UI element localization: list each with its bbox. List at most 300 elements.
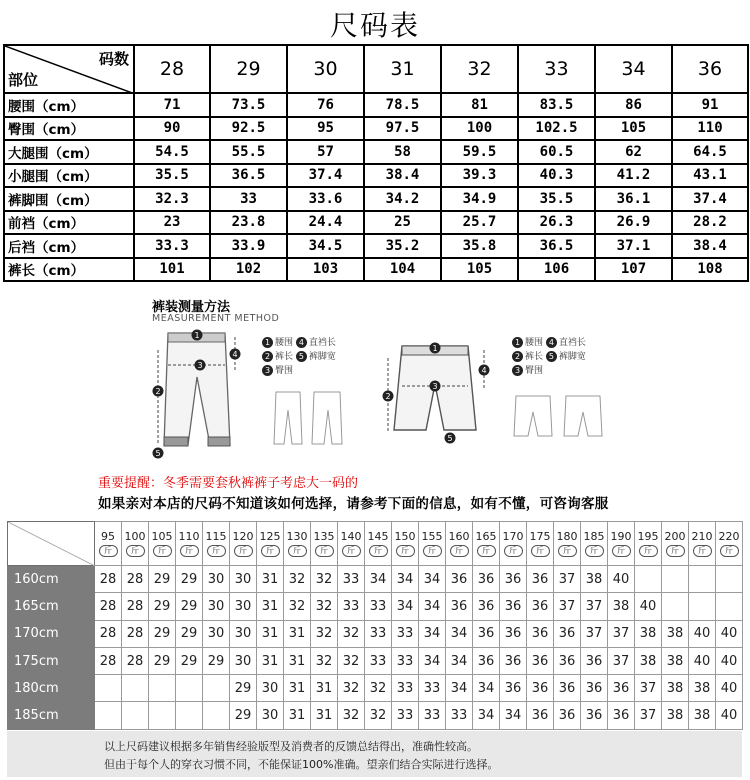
size-cell: 33.6 — [287, 187, 364, 211]
ref-corner-bottom: 身高 — [13, 546, 40, 561]
ref-cell: 33 — [392, 702, 419, 729]
ref-cell: 30 — [257, 702, 284, 729]
size-col-7: 36 — [672, 45, 748, 93]
size-cell: 59.5 — [441, 140, 518, 164]
weight-unit: 斤 — [666, 545, 685, 557]
ref-cell: 36 — [527, 675, 554, 702]
weight-value: 95 — [101, 530, 115, 543]
ref-cell — [176, 702, 203, 729]
ref-cell: 30 — [203, 593, 230, 620]
ref-cell: 34 — [446, 675, 473, 702]
weight-unit: 斤 — [720, 545, 739, 557]
ref-cell: 34 — [365, 566, 392, 593]
ref-cell: 28 — [95, 593, 122, 620]
ref-cell: 36 — [500, 593, 527, 620]
size-cell: 91 — [672, 93, 748, 117]
weight-unit: 斤 — [612, 545, 631, 557]
ref-height-label: 175cm — [8, 647, 95, 674]
size-header-row — [4, 45, 748, 93]
weight-unit: 斤 — [504, 545, 523, 557]
ref-cell: 40 — [716, 647, 743, 674]
ref-cell: 34 — [473, 702, 500, 729]
size-cell: 37.4 — [672, 187, 748, 211]
ref-cell: 38 — [635, 647, 662, 674]
winter-warning: 重要提醒：冬季需要套秋裤裤子考虑大一码的 — [98, 476, 359, 491]
weight-col-14 — [473, 522, 500, 566]
ref-cell: 34 — [392, 593, 419, 620]
ref-cell: 36 — [500, 620, 527, 647]
weight-col-22 — [689, 522, 716, 566]
size-cell: 35.5 — [518, 187, 595, 211]
ref-cell: 36 — [608, 702, 635, 729]
ref-cell: 33 — [392, 647, 419, 674]
ref-row — [8, 647, 743, 674]
size-row-label: 裤长（cm） — [4, 258, 134, 282]
size-cell: 102 — [210, 258, 287, 282]
ref-cell: 32 — [284, 593, 311, 620]
weight-value: 160 — [448, 530, 470, 543]
size-cell: 60.5 — [518, 140, 595, 164]
ref-cell: 36 — [527, 702, 554, 729]
ref-cell: 29 — [230, 702, 257, 729]
measure-title: 裤装测量方法 — [152, 300, 231, 315]
ref-cell: 36 — [554, 675, 581, 702]
ref-cell: 33 — [419, 702, 446, 729]
shorts-badge-4: 4 — [481, 366, 487, 375]
size-cell: 23.8 — [210, 211, 287, 235]
weight-col-13 — [446, 522, 473, 566]
size-cell: 25 — [364, 211, 441, 235]
weight-col-4 — [203, 522, 230, 566]
ref-corner-top: 体重 — [61, 526, 88, 541]
ref-height-label: 160cm — [8, 566, 95, 593]
size-col-5: 33 — [518, 45, 595, 93]
ref-cell: 34 — [419, 593, 446, 620]
weight-unit: 斤 — [450, 545, 469, 557]
ref-cell: 30 — [230, 620, 257, 647]
size-cell: 64.5 — [672, 140, 748, 164]
size-cell: 86 — [595, 93, 672, 117]
size-cell: 97.5 — [364, 117, 441, 141]
weight-unit: 斤 — [207, 545, 226, 557]
size-cell: 36.5 — [210, 164, 287, 188]
ref-cell: 29 — [149, 593, 176, 620]
ref-cell: 28 — [122, 593, 149, 620]
weight-value: 195 — [637, 530, 659, 543]
ref-cell: 34 — [500, 702, 527, 729]
size-row — [4, 187, 748, 211]
weight-value: 220 — [718, 530, 740, 543]
ref-cell: 36 — [527, 593, 554, 620]
size-cell: 92.5 — [210, 117, 287, 141]
ref-cell: 36 — [446, 566, 473, 593]
size-cell: 34.9 — [441, 187, 518, 211]
ref-cell: 29 — [149, 566, 176, 593]
ref-cell: 37 — [635, 702, 662, 729]
ref-cell: 40 — [716, 620, 743, 647]
size-row-label: 裤脚围（cm） — [4, 187, 134, 211]
ref-cell: 40 — [716, 702, 743, 729]
ref-cell: 38 — [581, 566, 608, 593]
size-cell: 37.1 — [595, 234, 672, 258]
size-col-3: 31 — [364, 45, 441, 93]
ref-cell: 29 — [149, 647, 176, 674]
weight-unit: 斤 — [126, 545, 145, 557]
shorts-sketch — [512, 392, 607, 447]
ref-cell: 32 — [338, 620, 365, 647]
ref-cell: 37 — [635, 675, 662, 702]
ref-cell: 34 — [446, 647, 473, 674]
ref-cell — [716, 566, 743, 593]
weight-col-19 — [608, 522, 635, 566]
weight-value: 125 — [259, 530, 281, 543]
ref-cell: 37 — [608, 620, 635, 647]
size-col-0: 28 — [134, 45, 210, 93]
ref-cell: 32 — [311, 566, 338, 593]
ref-cell — [716, 593, 743, 620]
size-row — [4, 140, 748, 164]
height-weight-table — [7, 521, 743, 730]
ref-cell: 38 — [689, 702, 716, 729]
ref-cell: 29 — [176, 620, 203, 647]
ref-height-label: 170cm — [8, 620, 95, 647]
shorts-badge-2: 2 — [385, 392, 391, 401]
weight-value: 135 — [313, 530, 335, 543]
size-row — [4, 211, 748, 235]
ref-cell: 30 — [230, 647, 257, 674]
ref-cell: 33 — [365, 647, 392, 674]
size-cell: 37.4 — [287, 164, 364, 188]
ref-cell: 37 — [554, 566, 581, 593]
weight-col-10 — [365, 522, 392, 566]
ref-cell: 36 — [581, 702, 608, 729]
ref-cell — [122, 702, 149, 729]
size-row — [4, 164, 748, 188]
weight-unit: 斤 — [261, 545, 280, 557]
size-cell: 73.5 — [210, 93, 287, 117]
ref-cell: 37 — [608, 647, 635, 674]
size-corner-bottom: 部位 — [8, 71, 39, 89]
ref-cell — [95, 675, 122, 702]
ref-height-label: 165cm — [8, 593, 95, 620]
weight-col-11 — [392, 522, 419, 566]
ref-cell: 29 — [203, 647, 230, 674]
ref-cell: 31 — [284, 675, 311, 702]
ref-cell: 28 — [95, 566, 122, 593]
weight-col-17 — [554, 522, 581, 566]
ref-cell: 28 — [95, 647, 122, 674]
ref-cell: 31 — [257, 620, 284, 647]
ref-cell: 34 — [392, 566, 419, 593]
ref-cell: 33 — [419, 675, 446, 702]
ref-cell: 34 — [419, 620, 446, 647]
weight-value: 170 — [502, 530, 524, 543]
ref-cell: 31 — [257, 566, 284, 593]
ref-cell: 36 — [527, 620, 554, 647]
size-col-1: 29 — [210, 45, 287, 93]
ref-cell: 31 — [284, 647, 311, 674]
weight-col-0 — [95, 522, 122, 566]
ref-cell: 38 — [662, 647, 689, 674]
badge-2-label: 2 — [155, 387, 161, 396]
weight-value: 175 — [529, 530, 551, 543]
ref-cell: 40 — [608, 566, 635, 593]
ref-cell: 29 — [176, 593, 203, 620]
weight-unit: 斤 — [369, 545, 388, 557]
ref-cell: 34 — [473, 675, 500, 702]
size-cell: 33.9 — [210, 234, 287, 258]
size-cell: 76 — [287, 93, 364, 117]
ref-cell: 32 — [311, 620, 338, 647]
size-cell: 23 — [134, 211, 210, 235]
size-row-label: 大腿围（cm） — [4, 140, 134, 164]
ref-cell — [149, 675, 176, 702]
long-pants-illustration — [150, 325, 260, 470]
weight-value: 185 — [583, 530, 605, 543]
ref-cell: 40 — [689, 647, 716, 674]
weight-col-7 — [284, 522, 311, 566]
ref-cell: 36 — [527, 566, 554, 593]
size-cell: 43.1 — [672, 164, 748, 188]
weight-unit: 斤 — [477, 545, 496, 557]
ref-row — [8, 702, 743, 729]
weight-value: 130 — [286, 530, 308, 543]
ref-cell — [662, 593, 689, 620]
ref-cell — [689, 593, 716, 620]
weight-unit: 斤 — [153, 545, 172, 557]
ref-cell: 32 — [311, 647, 338, 674]
weight-value: 180 — [556, 530, 578, 543]
size-advice: 如果亲对本店的尺码不知道该如何选择，请参考下面的信息，如有不懂，可咨询客服 — [98, 496, 609, 512]
size-cell: 107 — [595, 258, 672, 282]
ref-cell: 32 — [365, 702, 392, 729]
ref-cell: 32 — [284, 566, 311, 593]
size-cell: 36.1 — [595, 187, 672, 211]
ref-cell: 33 — [365, 593, 392, 620]
ref-cell: 31 — [257, 647, 284, 674]
size-row — [4, 117, 748, 141]
weight-unit: 斤 — [315, 545, 334, 557]
legend-right: 1 腰围 4 直裆长 2 裤长 5 裤脚宽 3 臀围 — [512, 336, 586, 378]
ref-cell: 33 — [446, 702, 473, 729]
size-cell: 100 — [441, 117, 518, 141]
size-row — [4, 234, 748, 258]
ref-cell: 29 — [149, 620, 176, 647]
ref-cell: 33 — [338, 566, 365, 593]
size-cell: 104 — [364, 258, 441, 282]
weight-unit: 斤 — [585, 545, 604, 557]
size-cell: 41.2 — [595, 164, 672, 188]
weight-value: 105 — [151, 530, 173, 543]
size-cell: 26.3 — [518, 211, 595, 235]
weight-unit: 斤 — [531, 545, 550, 557]
ref-cell: 40 — [635, 593, 662, 620]
weight-col-9 — [338, 522, 365, 566]
ref-cell: 36 — [527, 647, 554, 674]
ref-height-label: 185cm — [8, 702, 95, 729]
shorts-badge-5: 5 — [447, 434, 453, 443]
size-cell: 83.5 — [518, 93, 595, 117]
weight-value: 110 — [178, 530, 200, 543]
size-cell: 28.2 — [672, 211, 748, 235]
size-cell: 102.5 — [518, 117, 595, 141]
size-row-label: 后裆（cm） — [4, 234, 134, 258]
size-cell: 78.5 — [364, 93, 441, 117]
weight-value: 150 — [394, 530, 416, 543]
ref-cell: 31 — [311, 702, 338, 729]
size-cell: 105 — [595, 117, 672, 141]
long-pants-sketch — [268, 388, 348, 448]
ref-cell: 37 — [581, 593, 608, 620]
size-col-2: 30 — [287, 45, 364, 93]
ref-cell: 36 — [554, 647, 581, 674]
weight-value: 100 — [124, 530, 146, 543]
ref-cell — [176, 675, 203, 702]
shorts-badge-1: 1 — [432, 344, 438, 353]
ref-cell: 34 — [419, 566, 446, 593]
size-row-label: 前裆（cm） — [4, 211, 134, 235]
ref-cell: 36 — [500, 675, 527, 702]
ref-cell: 32 — [338, 702, 365, 729]
ref-cell: 33 — [365, 620, 392, 647]
ref-cell: 34 — [419, 647, 446, 674]
size-cell: 26.9 — [595, 211, 672, 235]
weight-unit: 斤 — [423, 545, 442, 557]
size-cell: 39.3 — [441, 164, 518, 188]
size-cell: 32.3 — [134, 187, 210, 211]
size-cell: 24.4 — [287, 211, 364, 235]
ref-cell: 38 — [662, 620, 689, 647]
size-row-label: 臀围（cm） — [4, 117, 134, 141]
weight-unit: 斤 — [99, 545, 118, 557]
ref-cell: 36 — [581, 675, 608, 702]
ref-cell: 36 — [500, 566, 527, 593]
size-cell: 108 — [672, 258, 748, 282]
size-chart-table — [3, 44, 749, 282]
weight-value: 145 — [367, 530, 389, 543]
weight-col-16 — [527, 522, 554, 566]
size-cell: 57 — [287, 140, 364, 164]
weight-col-1 — [122, 522, 149, 566]
weight-col-20 — [635, 522, 662, 566]
ref-cell: 30 — [230, 593, 257, 620]
weight-col-21 — [662, 522, 689, 566]
legend-left: 1 腰围 4 直裆长 2 裤长 5 裤脚宽 3 臀围 — [262, 336, 336, 378]
ref-cell — [149, 702, 176, 729]
weight-value: 165 — [475, 530, 497, 543]
size-cell: 90 — [134, 117, 210, 141]
ref-corner-cell — [8, 522, 95, 566]
size-cell: 35.8 — [441, 234, 518, 258]
size-cell: 38.4 — [672, 234, 748, 258]
ref-cell: 33 — [338, 593, 365, 620]
ref-cell: 33 — [392, 675, 419, 702]
ref-cell: 32 — [338, 647, 365, 674]
weight-col-18 — [581, 522, 608, 566]
ref-cell: 38 — [662, 675, 689, 702]
ref-cell: 30 — [203, 620, 230, 647]
ref-cell — [203, 702, 230, 729]
ref-cell: 36 — [554, 620, 581, 647]
ref-cell: 34 — [446, 620, 473, 647]
badge-1-label: 1 — [194, 331, 200, 340]
ref-cell — [635, 566, 662, 593]
size-cell: 58 — [364, 140, 441, 164]
weight-col-5 — [230, 522, 257, 566]
weight-col-15 — [500, 522, 527, 566]
size-cell: 54.5 — [134, 140, 210, 164]
shorts-badge-3: 3 — [432, 382, 438, 391]
size-cell: 36.5 — [518, 234, 595, 258]
ref-cell: 32 — [311, 593, 338, 620]
size-col-6: 34 — [595, 45, 672, 93]
ref-cell: 36 — [554, 702, 581, 729]
weight-col-2 — [149, 522, 176, 566]
ref-cell: 32 — [338, 675, 365, 702]
ref-cell: 37 — [581, 620, 608, 647]
weight-value: 140 — [340, 530, 362, 543]
ref-cell: 40 — [689, 620, 716, 647]
badge-3-label: 3 — [197, 361, 203, 370]
size-cell: 71 — [134, 93, 210, 117]
size-cell: 33 — [210, 187, 287, 211]
weight-col-3 — [176, 522, 203, 566]
size-cell: 55.5 — [210, 140, 287, 164]
ref-cell — [203, 675, 230, 702]
ref-cell — [689, 566, 716, 593]
size-cell: 110 — [672, 117, 748, 141]
ref-cell — [662, 566, 689, 593]
size-cell: 95 — [287, 117, 364, 141]
ref-cell: 33 — [392, 620, 419, 647]
size-cell: 25.7 — [441, 211, 518, 235]
size-cell: 103 — [287, 258, 364, 282]
ref-cell: 28 — [122, 566, 149, 593]
note-line-1: 以上尺码建议根据多年销售经验版型及消费者的反馈总结得出，准确性较高。 — [104, 740, 478, 753]
size-cell: 35.5 — [134, 164, 210, 188]
weight-unit: 斤 — [180, 545, 199, 557]
ref-cell: 30 — [230, 566, 257, 593]
weight-col-8 — [311, 522, 338, 566]
ref-cell: 29 — [176, 647, 203, 674]
size-row-label: 小腿围（cm） — [4, 164, 134, 188]
ref-cell: 30 — [257, 675, 284, 702]
weight-col-23 — [716, 522, 743, 566]
badge-4-label: 4 — [232, 350, 238, 359]
weight-unit: 斤 — [558, 545, 577, 557]
weight-value: 120 — [232, 530, 254, 543]
ref-cell: 38 — [662, 702, 689, 729]
ref-cell: 28 — [95, 620, 122, 647]
ref-header-row — [8, 522, 743, 566]
weight-unit: 斤 — [396, 545, 415, 557]
weight-value: 190 — [610, 530, 632, 543]
page-title: 尺码表 — [329, 9, 420, 42]
shorts-illustration — [380, 338, 500, 448]
size-cell: 34.2 — [364, 187, 441, 211]
ref-cell: 29 — [176, 566, 203, 593]
ref-cell: 36 — [473, 647, 500, 674]
measure-subtitle: MEASUREMENT METHOD — [152, 313, 280, 324]
badge-5-label: 5 — [155, 449, 161, 458]
size-cell: 81 — [441, 93, 518, 117]
note-line-2: 但由于每个人的穿衣习惯不同，不能保证100%准确。望亲们结合实际进行选择。 — [104, 758, 499, 771]
size-col-4: 32 — [441, 45, 518, 93]
ref-row — [8, 675, 743, 702]
size-cell: 105 — [441, 258, 518, 282]
weight-unit: 斤 — [288, 545, 307, 557]
weight-unit: 斤 — [693, 545, 712, 557]
